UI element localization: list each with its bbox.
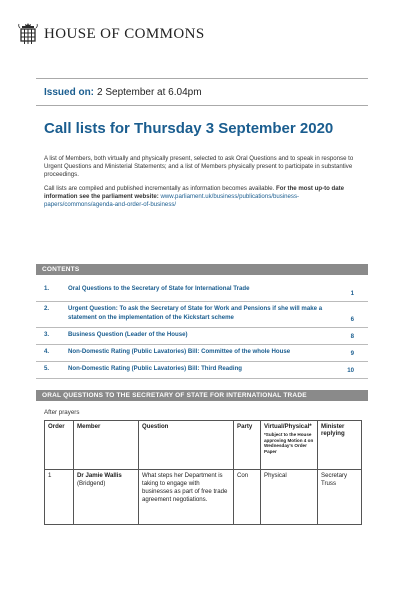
contents-item-link[interactable]: Non-Domestic Rating (Public Lavatories) Bill: Third Reading <box>68 365 243 372</box>
contents-item-number: 4. <box>44 348 50 355</box>
cell-virtual-physical: Physical <box>261 470 318 525</box>
issued-value: 2 September at 6.04pm <box>97 86 202 98</box>
page-header <box>18 22 205 46</box>
contents-item[interactable] <box>36 362 368 379</box>
cell-order: 1 <box>45 470 74 525</box>
member-name: Dr Jamie Wallis <box>77 472 122 479</box>
intro-paragraph-2-plain: Call lists are compiled and published incrementally as information becomes available. <box>44 185 275 192</box>
intro-text <box>44 155 362 215</box>
contents-item-page: 10 <box>347 366 354 374</box>
org-name: HOUSE OF COMMONS <box>44 25 205 42</box>
page-title: Call lists for Thursday 3 September 2020 <box>44 120 334 137</box>
contents-item[interactable] <box>36 302 368 328</box>
contents-item[interactable] <box>36 328 368 345</box>
column-header-party: Party <box>234 421 261 470</box>
contents-item-page: 9 <box>350 349 354 357</box>
contents-item-number: 3. <box>44 331 50 338</box>
contents-item[interactable] <box>36 345 368 362</box>
contents-item-page: 6 <box>350 315 354 323</box>
cell-party: Con <box>234 470 261 525</box>
contents-item-page: 1 <box>350 289 354 297</box>
cell-member <box>74 470 139 525</box>
table-row <box>45 470 362 525</box>
contents-heading: CONTENTS <box>36 264 368 275</box>
parliament-website-link[interactable]: www.parliament.uk/business/publications/business-papers/commons/agenda-and-order-of-business/ <box>44 193 300 208</box>
contents-item-link[interactable]: Urgent Question: To ask the Secretary of State for Work and Pensions if she will make a statement on the implementation of the Kickstart scheme <box>68 305 323 321</box>
column-header-question: Question <box>139 421 234 470</box>
column-header-virtual-physical-label: Virtual/Physical* <box>264 423 312 430</box>
portcullis-icon <box>18 22 38 46</box>
contents-item-number: 2. <box>44 305 50 312</box>
column-header-member: Member <box>74 421 139 470</box>
oral-questions-heading: ORAL QUESTIONS TO THE SECRETARY OF STATE FOR INTERNATIONAL TRADE <box>36 390 368 401</box>
issued-banner <box>36 78 368 106</box>
member-constituency: (Bridgend) <box>77 480 106 487</box>
intro-paragraph-2 <box>44 185 362 209</box>
contents-item[interactable] <box>36 282 368 302</box>
cell-minister: Secretary Truss <box>318 470 362 525</box>
after-prayers-label: After prayers <box>44 409 80 416</box>
contents-item-link[interactable]: Non-Domestic Rating (Public Lavatories) Bill: Committee of the whole House <box>68 348 291 355</box>
virtual-physical-footnote: *Subject to the House approving Motion 4 on Wednesday's Order Paper <box>264 432 314 454</box>
contents-list <box>36 282 368 379</box>
issued-label: Issued on: <box>44 86 95 98</box>
intro-paragraph-1: A list of Members, both virtually and physically present, selected to ask Oral Questions and to speak in response to Urgent Questions and Ministerial Statements; and a list of Members physically present to participate in substantive proceedings. <box>44 155 354 178</box>
column-header-virtual-physical <box>261 421 318 470</box>
intro-paragraph-2-bold: For the most up-to date information see the parliament website: <box>44 185 345 200</box>
call-list-table <box>44 420 362 525</box>
cell-question: What steps her Department is taking to engage with businesses as part of free trade agreement negotiations. <box>139 470 234 525</box>
contents-item-link[interactable]: Oral Questions to the Secretary of State for International Trade <box>68 285 250 292</box>
contents-item-number: 5. <box>44 365 50 372</box>
contents-item-page: 8 <box>350 332 354 340</box>
contents-item-link[interactable]: Business Question (Leader of the House) <box>68 331 188 338</box>
column-header-order: Order <box>45 421 74 470</box>
column-header-minister: Minister replying <box>318 421 362 470</box>
table-header-row <box>45 421 362 470</box>
contents-item-number: 1. <box>44 285 50 292</box>
